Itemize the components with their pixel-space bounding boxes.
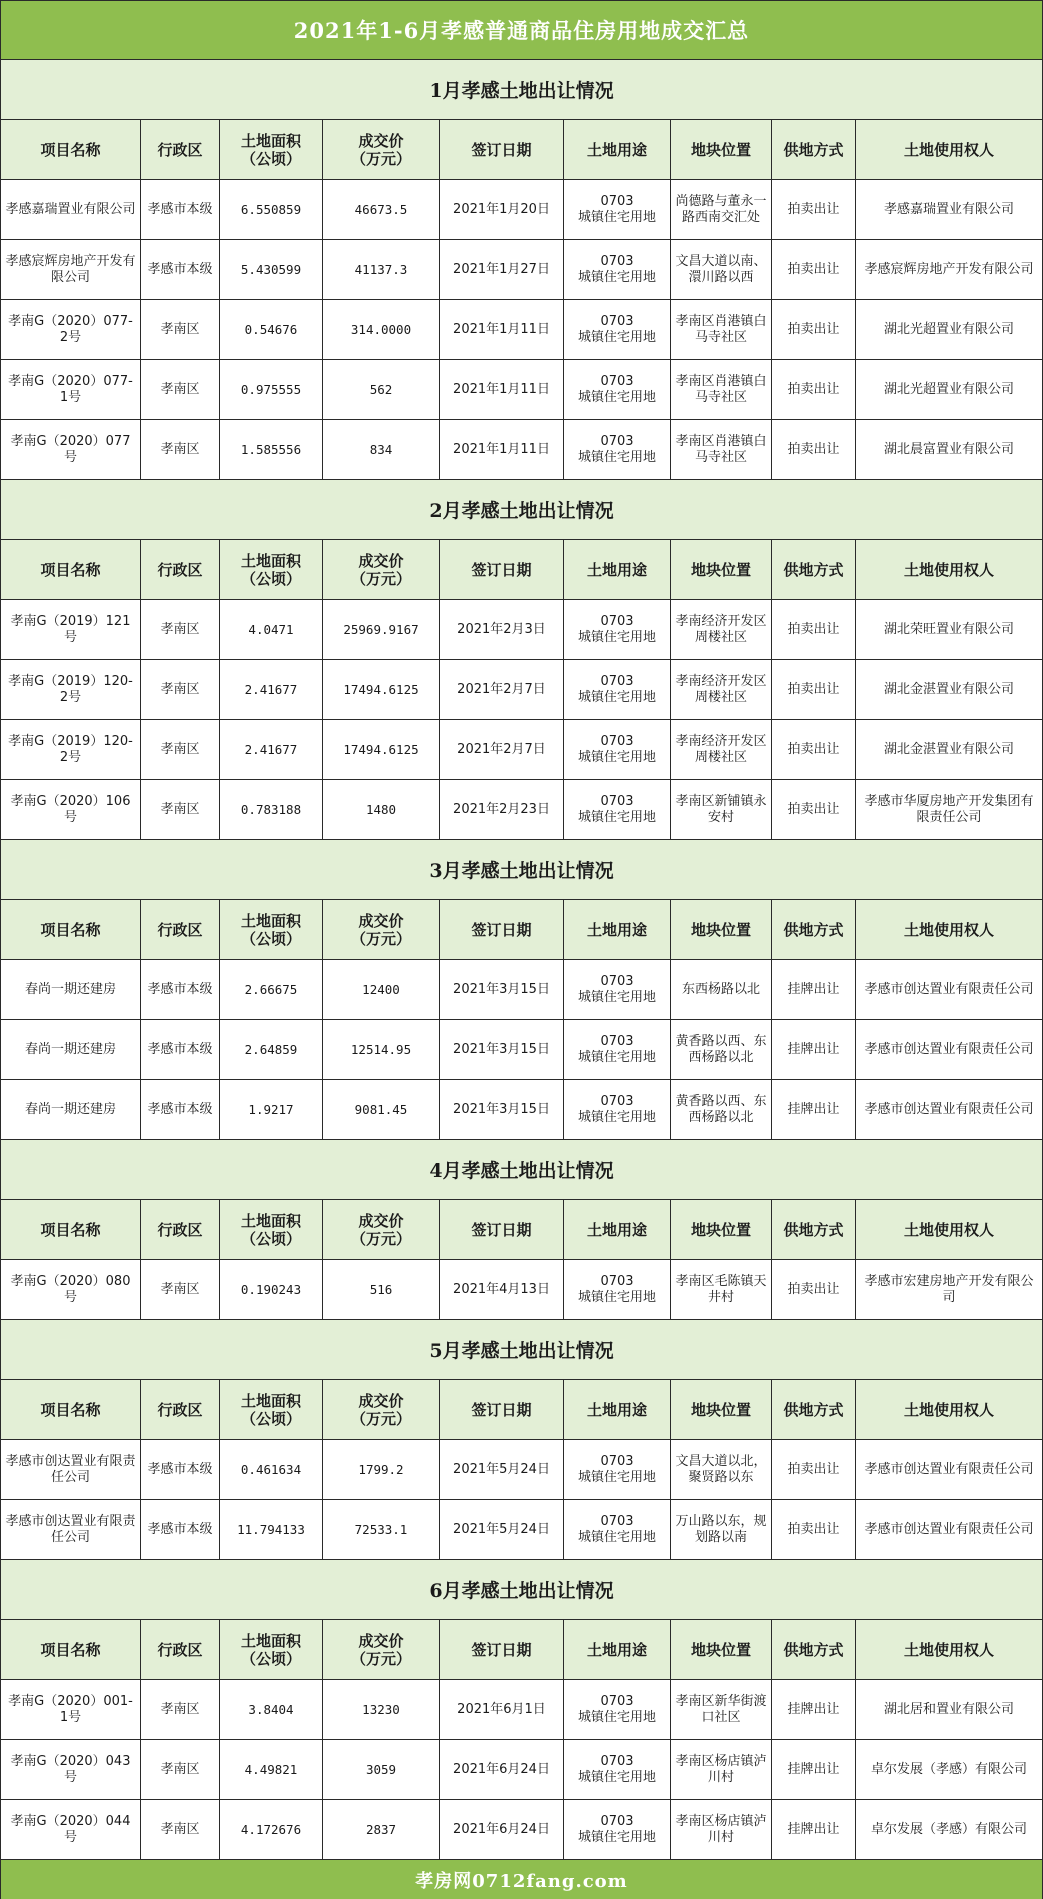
- cell-district: 孝南区: [141, 1800, 220, 1859]
- month-section: [1, 840, 1042, 1140]
- cell-location: 孝南区新铺镇永安村: [671, 780, 772, 839]
- cell-owner: 孝感市创达置业有限责任公司: [864, 981, 1034, 997]
- cell-district: 孝感市本级: [141, 180, 220, 239]
- cell-name: 孝南G（2019）121号: [1, 600, 141, 659]
- header-name: 项目名称: [1, 1380, 141, 1439]
- cell-supply: 拍卖出让: [772, 300, 856, 359]
- cell-usage: 0703 城镇住宅用地: [564, 660, 671, 719]
- section-title: 4月孝感土地出让情况: [1, 1140, 1042, 1200]
- header-area: 土地面积 （公顷）: [220, 900, 323, 959]
- header-price: 成交价 （万元）: [323, 1200, 440, 1259]
- cell-district: 孝南区: [141, 300, 220, 359]
- header-district: 行政区: [141, 1200, 220, 1259]
- cell-supply: 拍卖出让: [772, 360, 856, 419]
- sheet-title: 2021年1-6月孝感普通商品住房用地成交汇总: [1, 0, 1042, 60]
- header-usage: 土地用途: [564, 900, 671, 959]
- header-date: 签订日期: [440, 540, 564, 599]
- header-price: 成交价 （万元）: [323, 900, 440, 959]
- header-district: 行政区: [141, 1620, 220, 1679]
- cell-name: 孝南G（2020）077号: [1, 420, 141, 479]
- cell-date: 2021年3月15日: [440, 1080, 564, 1139]
- cell-location: 孝南区新华街渡口社区: [671, 1680, 772, 1739]
- table-header-row: [1, 1620, 1042, 1680]
- section-title: 5月孝感土地出让情况: [1, 1320, 1042, 1380]
- cell-date: 2021年3月15日: [440, 1020, 564, 1079]
- header-area: 土地面积 （公顷）: [220, 540, 323, 599]
- cell-location: 孝南区肖港镇白马寺社区: [671, 360, 772, 419]
- header-district: 行政区: [141, 1380, 220, 1439]
- header-owner: 土地使用权人: [903, 1220, 994, 1239]
- table-row: [1, 1080, 1042, 1140]
- table-header-row: [1, 1200, 1042, 1260]
- cell-name: 孝感宸辉房地产开发有限公司: [1, 240, 141, 299]
- cell-supply: 拍卖出让: [772, 420, 856, 479]
- cell-district: 孝感市本级: [141, 960, 220, 1019]
- header-location: 地块位置: [671, 120, 772, 179]
- cell-area: 11.794133: [220, 1500, 323, 1559]
- cell-price: 562: [323, 360, 440, 419]
- cell-supply: 挂牌出让: [772, 960, 856, 1019]
- header-name: 项目名称: [1, 900, 141, 959]
- table-row: [1, 960, 1042, 1020]
- section-title: 1月孝感土地出让情况: [1, 60, 1042, 120]
- cell-usage: 0703 城镇住宅用地: [564, 300, 671, 359]
- cell-owner: 湖北金湛置业有限公司: [883, 741, 1014, 757]
- cell-location: 孝南区杨店镇泸川村: [671, 1800, 772, 1859]
- cell-owner: 孝感市创达置业有限责任公司: [864, 1461, 1034, 1477]
- header-price: 成交价 （万元）: [323, 1620, 440, 1679]
- cell-location: 孝南区肖港镇白马寺社区: [671, 420, 772, 479]
- cell-usage: 0703 城镇住宅用地: [564, 1260, 671, 1319]
- header-usage: 土地用途: [564, 120, 671, 179]
- cell-area: 3.8404: [220, 1680, 323, 1739]
- cell-district: 孝南区: [141, 720, 220, 779]
- cell-price: 516: [323, 1260, 440, 1319]
- cell-date: 2021年5月24日: [440, 1500, 564, 1559]
- cell-area: 0.54676: [220, 300, 323, 359]
- cell-name: 春尚一期还建房: [1, 960, 141, 1019]
- cell-area: 0.975555: [220, 360, 323, 419]
- table-row: [1, 1740, 1042, 1800]
- month-section: [1, 1320, 1042, 1560]
- cell-location: 万山路以东，规划路以南: [671, 1500, 772, 1559]
- header-name: 项目名称: [1, 1200, 141, 1259]
- cell-district: 孝感市本级: [141, 1500, 220, 1559]
- cell-owner: 孝感宸辉房地产开发有限公司: [864, 261, 1034, 277]
- cell-price: 25969.9167: [323, 600, 440, 659]
- cell-supply: 挂牌出让: [772, 1020, 856, 1079]
- cell-location: 文昌大道以北，聚贤路以东: [671, 1440, 772, 1499]
- cell-district: 孝南区: [141, 600, 220, 659]
- header-location: 地块位置: [671, 900, 772, 959]
- cell-price: 1480: [323, 780, 440, 839]
- cell-location: 黄香路以西、东西杨路以北: [671, 1020, 772, 1079]
- cell-usage: 0703 城镇住宅用地: [564, 720, 671, 779]
- cell-usage: 0703 城镇住宅用地: [564, 1440, 671, 1499]
- cell-name: 孝感市创达置业有限责任公司: [1, 1440, 141, 1499]
- header-location: 地块位置: [671, 1200, 772, 1259]
- cell-area: 0.461634: [220, 1440, 323, 1499]
- cell-owner: 湖北光超置业有限公司: [883, 381, 1014, 397]
- cell-usage: 0703 城镇住宅用地: [564, 1680, 671, 1739]
- cell-location: 孝南区肖港镇白马寺社区: [671, 300, 772, 359]
- cell-date: 2021年6月24日: [440, 1800, 564, 1859]
- cell-name: 孝南G（2020）044号: [1, 1800, 141, 1859]
- cell-district: 孝南区: [141, 660, 220, 719]
- header-date: 签订日期: [440, 900, 564, 959]
- header-owner: 土地使用权人: [903, 1640, 994, 1659]
- cell-owner: 湖北光超置业有限公司: [883, 321, 1014, 337]
- cell-price: 12400: [323, 960, 440, 1019]
- cell-name: 孝南G（2019）120-2号: [1, 660, 141, 719]
- cell-usage: 0703 城镇住宅用地: [564, 960, 671, 1019]
- cell-price: 3059: [323, 1740, 440, 1799]
- cell-owner: 湖北居和置业有限公司: [883, 1701, 1014, 1717]
- cell-district: 孝南区: [141, 1740, 220, 1799]
- cell-date: 2021年6月24日: [440, 1740, 564, 1799]
- cell-name: 孝感市创达置业有限责任公司: [1, 1500, 141, 1559]
- cell-price: 17494.6125: [323, 660, 440, 719]
- cell-district: 孝南区: [141, 1260, 220, 1319]
- cell-area: 2.66675: [220, 960, 323, 1019]
- cell-location: 文昌大道以南、澴川路以西: [671, 240, 772, 299]
- table-header-row: [1, 1380, 1042, 1440]
- cell-district: 孝感市本级: [141, 1440, 220, 1499]
- header-district: 行政区: [141, 900, 220, 959]
- cell-supply: 挂牌出让: [772, 1740, 856, 1799]
- header-price: 成交价 （万元）: [323, 1380, 440, 1439]
- table-row: [1, 600, 1042, 660]
- header-owner: 土地使用权人: [903, 140, 994, 159]
- cell-date: 2021年1月20日: [440, 180, 564, 239]
- cell-name: 孝南G（2020）001-1号: [1, 1680, 141, 1739]
- cell-owner: 卓尔发展（孝感）有限公司: [870, 1761, 1027, 1777]
- table-header-row: [1, 900, 1042, 960]
- cell-area: 0.190243: [220, 1260, 323, 1319]
- cell-name: 孝南G（2020）077-1号: [1, 360, 141, 419]
- cell-price: 17494.6125: [323, 720, 440, 779]
- cell-usage: 0703 城镇住宅用地: [564, 1800, 671, 1859]
- table-row: [1, 1500, 1042, 1560]
- header-date: 签订日期: [440, 1380, 564, 1439]
- month-section: [1, 480, 1042, 840]
- cell-owner: 湖北晨富置业有限公司: [883, 441, 1014, 457]
- cell-location: 孝南经济开发区周楼社区: [671, 660, 772, 719]
- cell-price: 314.0000: [323, 300, 440, 359]
- cell-supply: 拍卖出让: [772, 720, 856, 779]
- cell-owner: 孝感市创达置业有限责任公司: [864, 1101, 1034, 1117]
- month-section: [1, 60, 1042, 480]
- header-district: 行政区: [141, 120, 220, 179]
- cell-name: 孝感嘉瑞置业有限公司: [1, 180, 141, 239]
- cell-location: 孝南区毛陈镇天井村: [671, 1260, 772, 1319]
- cell-supply: 拍卖出让: [772, 240, 856, 299]
- header-location: 地块位置: [671, 1380, 772, 1439]
- table-row: [1, 1440, 1042, 1500]
- header-price: 成交价 （万元）: [323, 120, 440, 179]
- cell-area: 4.49821: [220, 1740, 323, 1799]
- table-row: [1, 240, 1042, 300]
- cell-price: 13230: [323, 1680, 440, 1739]
- cell-name: 孝南G（2020）106号: [1, 780, 141, 839]
- header-area: 土地面积 （公顷）: [220, 1200, 323, 1259]
- cell-name: 孝南G（2019）120-2号: [1, 720, 141, 779]
- table-header-row: [1, 540, 1042, 600]
- header-location: 地块位置: [671, 1620, 772, 1679]
- cell-usage: 0703 城镇住宅用地: [564, 420, 671, 479]
- header-date: 签订日期: [440, 120, 564, 179]
- cell-location: 尚德路与董永一路西南交汇处: [671, 180, 772, 239]
- cell-district: 孝感市本级: [141, 1020, 220, 1079]
- table-row: [1, 720, 1042, 780]
- section-title: 6月孝感土地出让情况: [1, 1560, 1042, 1620]
- cell-date: 2021年4月13日: [440, 1260, 564, 1319]
- header-usage: 土地用途: [564, 1380, 671, 1439]
- cell-district: 孝感市本级: [141, 1080, 220, 1139]
- cell-supply: 拍卖出让: [772, 660, 856, 719]
- cell-supply: 挂牌出让: [772, 1680, 856, 1739]
- cell-date: 2021年1月11日: [440, 360, 564, 419]
- cell-owner: 孝感市宏建房地产开发有限公司: [864, 1273, 1034, 1305]
- cell-usage: 0703 城镇住宅用地: [564, 1500, 671, 1559]
- table-row: [1, 780, 1042, 840]
- header-name: 项目名称: [1, 540, 141, 599]
- table-row: [1, 300, 1042, 360]
- cell-supply: 拍卖出让: [772, 180, 856, 239]
- cell-district: 孝南区: [141, 420, 220, 479]
- section-title: 2月孝感土地出让情况: [1, 480, 1042, 540]
- cell-date: 2021年2月3日: [440, 600, 564, 659]
- cell-date: 2021年2月23日: [440, 780, 564, 839]
- cell-price: 46673.5: [323, 180, 440, 239]
- section-title: 3月孝感土地出让情况: [1, 840, 1042, 900]
- cell-supply: 挂牌出让: [772, 1800, 856, 1859]
- cell-area: 6.550859: [220, 180, 323, 239]
- cell-area: 4.172676: [220, 1800, 323, 1859]
- cell-date: 2021年1月27日: [440, 240, 564, 299]
- cell-usage: 0703 城镇住宅用地: [564, 600, 671, 659]
- cell-owner: 孝感市创达置业有限责任公司: [864, 1041, 1034, 1057]
- cell-usage: 0703 城镇住宅用地: [564, 1020, 671, 1079]
- table-row: [1, 1800, 1042, 1860]
- header-name: 项目名称: [1, 120, 141, 179]
- cell-price: 1799.2: [323, 1440, 440, 1499]
- cell-price: 9081.45: [323, 1080, 440, 1139]
- cell-date: 2021年3月15日: [440, 960, 564, 1019]
- header-supply: 供地方式: [772, 1380, 856, 1439]
- table-row: [1, 1680, 1042, 1740]
- cell-date: 2021年2月7日: [440, 720, 564, 779]
- cell-district: 孝南区: [141, 360, 220, 419]
- cell-usage: 0703 城镇住宅用地: [564, 180, 671, 239]
- cell-area: 1.9217: [220, 1080, 323, 1139]
- cell-date: 2021年1月11日: [440, 420, 564, 479]
- cell-price: 12514.95: [323, 1020, 440, 1079]
- cell-location: 孝南经济开发区周楼社区: [671, 720, 772, 779]
- cell-area: 4.0471: [220, 600, 323, 659]
- cell-name: 春尚一期还建房: [1, 1020, 141, 1079]
- header-usage: 土地用途: [564, 1200, 671, 1259]
- cell-owner: 孝感嘉瑞置业有限公司: [883, 201, 1014, 217]
- header-area: 土地面积 （公顷）: [220, 1620, 323, 1679]
- cell-area: 2.41677: [220, 720, 323, 779]
- cell-date: 2021年1月11日: [440, 300, 564, 359]
- cell-area: 1.585556: [220, 420, 323, 479]
- header-owner: 土地使用权人: [903, 560, 994, 579]
- cell-supply: 拍卖出让: [772, 600, 856, 659]
- header-supply: 供地方式: [772, 540, 856, 599]
- cell-date: 2021年5月24日: [440, 1440, 564, 1499]
- cell-location: 东西杨路以北: [671, 960, 772, 1019]
- cell-price: 72533.1: [323, 1500, 440, 1559]
- table-header-row: [1, 120, 1042, 180]
- header-supply: 供地方式: [772, 1620, 856, 1679]
- cell-name: 春尚一期还建房: [1, 1080, 141, 1139]
- cell-price: 2837: [323, 1800, 440, 1859]
- cell-price: 41137.3: [323, 240, 440, 299]
- cell-date: 2021年2月7日: [440, 660, 564, 719]
- header-usage: 土地用途: [564, 540, 671, 599]
- cell-usage: 0703 城镇住宅用地: [564, 240, 671, 299]
- header-area: 土地面积 （公顷）: [220, 120, 323, 179]
- cell-district: 孝感市本级: [141, 240, 220, 299]
- header-area: 土地面积 （公顷）: [220, 1380, 323, 1439]
- cell-supply: 拍卖出让: [772, 1260, 856, 1319]
- cell-area: 2.64859: [220, 1020, 323, 1079]
- cell-owner: 湖北金湛置业有限公司: [883, 681, 1014, 697]
- header-date: 签订日期: [440, 1620, 564, 1679]
- header-owner: 土地使用权人: [903, 1400, 994, 1419]
- header-price: 成交价 （万元）: [323, 540, 440, 599]
- header-supply: 供地方式: [772, 900, 856, 959]
- header-name: 项目名称: [1, 1620, 141, 1679]
- cell-area: 5.430599: [220, 240, 323, 299]
- table-row: [1, 1260, 1042, 1320]
- cell-owner: 湖北荣旺置业有限公司: [883, 621, 1014, 637]
- cell-usage: 0703 城镇住宅用地: [564, 780, 671, 839]
- cell-district: 孝南区: [141, 780, 220, 839]
- cell-usage: 0703 城镇住宅用地: [564, 1740, 671, 1799]
- month-section: [1, 1140, 1042, 1320]
- cell-usage: 0703 城镇住宅用地: [564, 1080, 671, 1139]
- cell-usage: 0703 城镇住宅用地: [564, 360, 671, 419]
- cell-area: 0.783188: [220, 780, 323, 839]
- cell-price: 834: [323, 420, 440, 479]
- header-supply: 供地方式: [772, 120, 856, 179]
- cell-date: 2021年6月1日: [440, 1680, 564, 1739]
- cell-supply: 拍卖出让: [772, 1440, 856, 1499]
- cell-location: 黄香路以西、东西杨路以北: [671, 1080, 772, 1139]
- table-row: [1, 420, 1042, 480]
- cell-location: 孝南区杨店镇泸川村: [671, 1740, 772, 1799]
- header-usage: 土地用途: [564, 1620, 671, 1679]
- cell-name: 孝南G（2020）043号: [1, 1740, 141, 1799]
- cell-name: 孝南G（2020）077-2号: [1, 300, 141, 359]
- table-row: [1, 1020, 1042, 1080]
- cell-owner: 孝感市华厦房地产开发集团有限责任公司: [864, 793, 1034, 825]
- table-row: [1, 180, 1042, 240]
- header-supply: 供地方式: [772, 1200, 856, 1259]
- cell-supply: 拍卖出让: [772, 1500, 856, 1559]
- cell-area: 2.41677: [220, 660, 323, 719]
- cell-owner: 孝感市创达置业有限责任公司: [864, 1521, 1034, 1537]
- table-row: [1, 360, 1042, 420]
- cell-supply: 挂牌出让: [772, 1080, 856, 1139]
- cell-district: 孝南区: [141, 1680, 220, 1739]
- table-row: [1, 660, 1042, 720]
- header-owner: 土地使用权人: [903, 920, 994, 939]
- cell-owner: 卓尔发展（孝感）有限公司: [870, 1821, 1027, 1837]
- cell-location: 孝南经济开发区周楼社区: [671, 600, 772, 659]
- header-date: 签订日期: [440, 1200, 564, 1259]
- month-sections: [1, 60, 1042, 1860]
- cell-name: 孝南G（2020）080号: [1, 1260, 141, 1319]
- header-district: 行政区: [141, 540, 220, 599]
- month-section: [1, 1560, 1042, 1860]
- header-location: 地块位置: [671, 540, 772, 599]
- cell-supply: 拍卖出让: [772, 780, 856, 839]
- footer-watermark: 孝房网0712fang.com: [1, 1860, 1042, 1899]
